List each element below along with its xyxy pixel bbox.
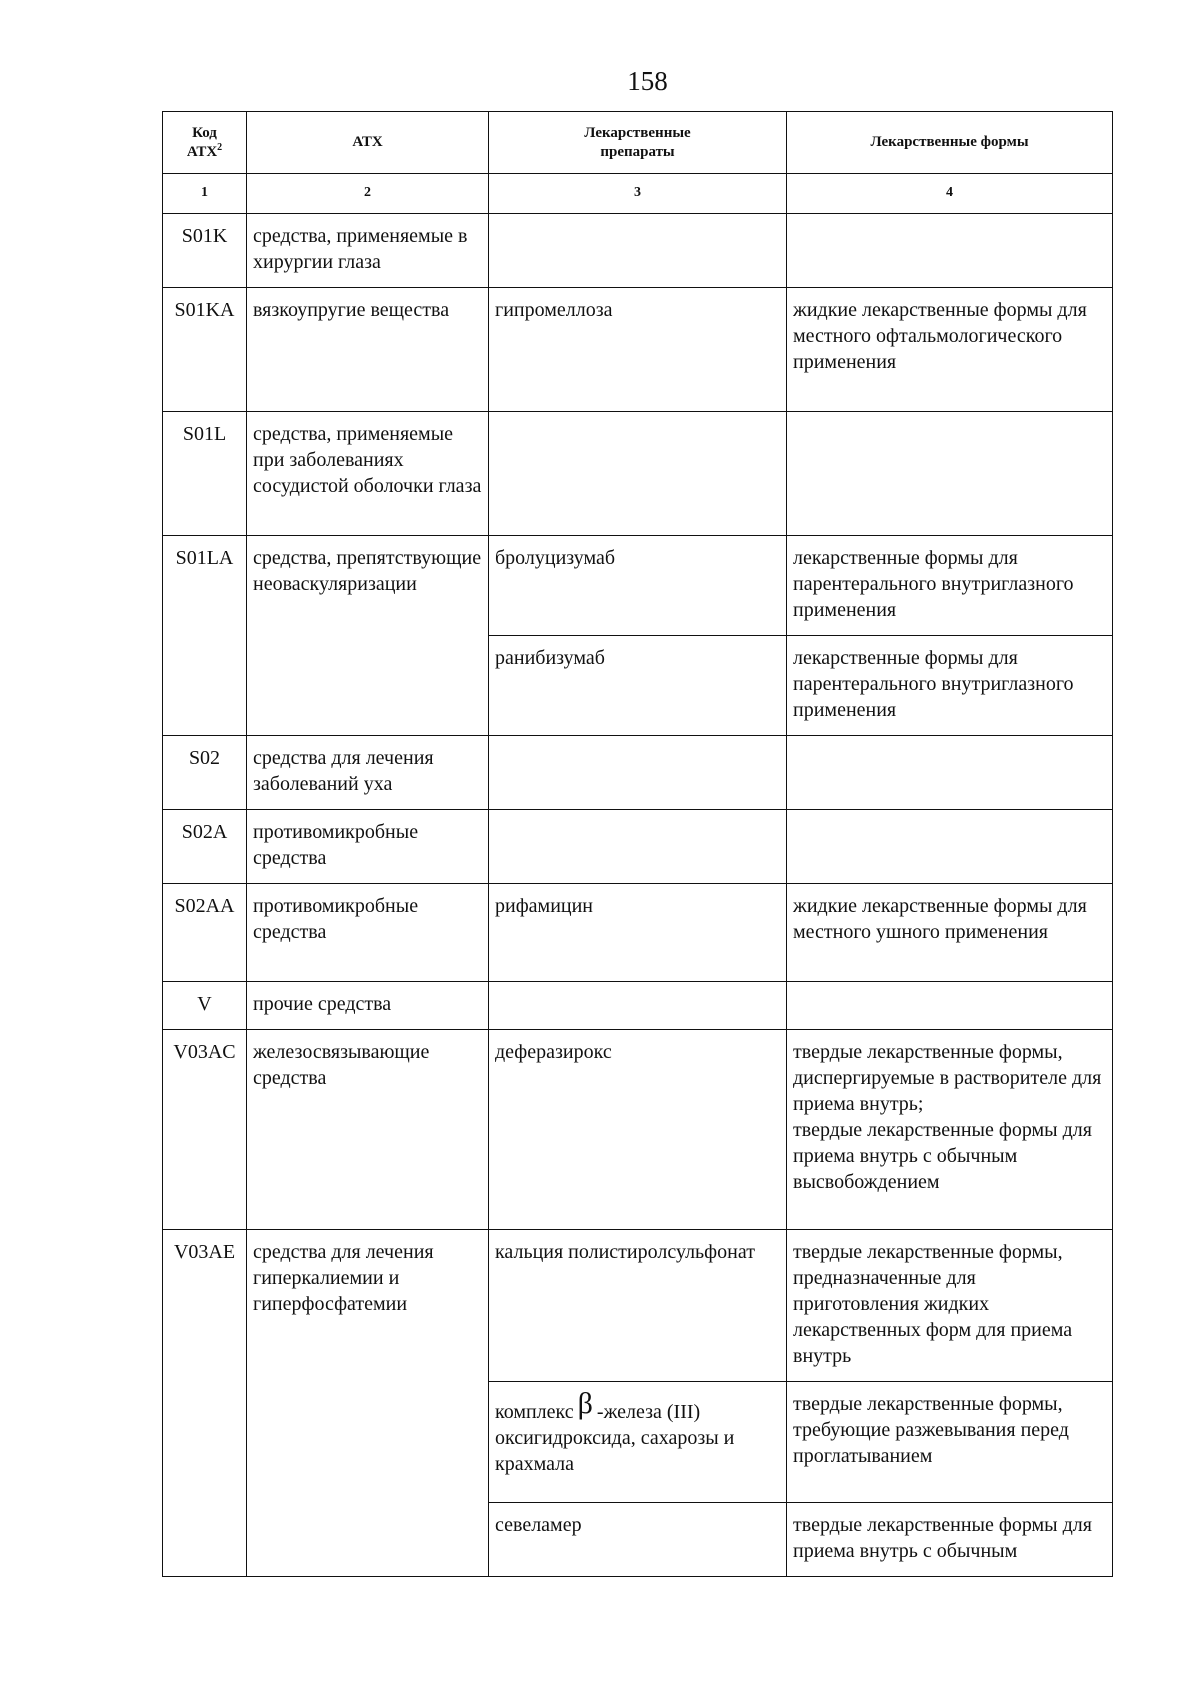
atx-name: средства для лечения гиперкалиемии и гиперфосфатемии — [247, 1230, 489, 1577]
atx-code: V03AC — [163, 1030, 247, 1230]
drug-name: ранибизумаб — [489, 636, 787, 736]
table-row — [163, 810, 1113, 884]
dosage-form: жидкие лекарственные формы для местного офтальмологического применения — [787, 288, 1113, 412]
drug-name — [489, 412, 787, 536]
atx-name: вязкоупругие вещества — [247, 288, 489, 412]
table-row — [163, 412, 1113, 536]
atx-name: железосвязывающие средства — [247, 1030, 489, 1230]
atx-code: S02A — [163, 810, 247, 884]
table-row — [163, 736, 1113, 810]
atx-code: V03AE — [163, 1230, 247, 1577]
dosage-form: твердые лекарственные формы, предназначенные для приготовления жидких лекарственных форм для приема внутрь — [787, 1230, 1113, 1382]
drug-name — [489, 982, 787, 1030]
drug-name: рифамицин — [489, 884, 787, 982]
dosage-form — [787, 412, 1113, 536]
dosage-form: твердые лекарственные формы, требующие разжевывания перед проглатыванием — [787, 1382, 1113, 1503]
atx-code: S01LA — [163, 536, 247, 736]
drug-name: комплекс β -железа (III) оксигидроксида, сахарозы и крахмала — [489, 1382, 787, 1503]
dosage-form: лекарственные формы для парентерального внутриглазного применения — [787, 636, 1113, 736]
atx-name: средства, применяемые при заболеваниях сосудистой оболочки глаза — [247, 412, 489, 536]
drug-name — [489, 736, 787, 810]
table-header-row — [163, 112, 1113, 174]
column-number: 1 — [163, 174, 247, 214]
header-drugs: Лекарственные препараты — [489, 112, 787, 174]
dosage-form — [787, 810, 1113, 884]
column-number-row — [163, 174, 1113, 214]
header-forms: Лекарственные формы — [787, 112, 1113, 174]
header-atx: АТХ — [247, 112, 489, 174]
atx-code: S01K — [163, 214, 247, 288]
table-row — [163, 288, 1113, 412]
atx-name: средства для лечения заболеваний уха — [247, 736, 489, 810]
dosage-form — [787, 1030, 1113, 1230]
column-number: 4 — [787, 174, 1113, 214]
atx-name: противомикробные средства — [247, 810, 489, 884]
dosage-form — [787, 982, 1113, 1030]
atx-name: прочие средства — [247, 982, 489, 1030]
drug-name: деферазирокс — [489, 1030, 787, 1230]
dosage-form — [787, 736, 1113, 810]
table-row — [163, 884, 1113, 982]
atx-code: S02 — [163, 736, 247, 810]
drug-name: гипромеллоза — [489, 288, 787, 412]
table-row — [163, 1230, 1113, 1382]
dosage-form-part: твердые лекарственные формы для приема внутрь с обычным высвобождением — [793, 1119, 1092, 1193]
atx-name: противомикробные средства — [247, 884, 489, 982]
table-row — [163, 982, 1113, 1030]
dosage-form: твердые лекарственные формы для приема внутрь с обычным — [787, 1503, 1113, 1577]
atx-code: V — [163, 982, 247, 1030]
table-row — [163, 1030, 1113, 1230]
column-number: 2 — [247, 174, 489, 214]
dosage-form-part: твердые лекарственные формы, диспергируемые в растворителе для приема внутрь; — [793, 1041, 1102, 1115]
beta-symbol: β — [577, 1387, 593, 1420]
drug-name: севеламер — [489, 1503, 787, 1577]
dosage-form: жидкие лекарственные формы для местного ушного применения — [787, 884, 1113, 982]
drug-name: кальция полистиролсульфонат — [489, 1230, 787, 1382]
atx-name: средства, применяемые в хирургии глаза — [247, 214, 489, 288]
atx-name: средства, препятствующие неоваскуляризации — [247, 536, 489, 736]
atx-drug-table — [162, 111, 1113, 1577]
dosage-form — [787, 214, 1113, 288]
dosage-form: лекарственные формы для парентерального внутриглазного применения — [787, 536, 1113, 636]
atx-code: S01KA — [163, 288, 247, 412]
atx-code: S02AA — [163, 884, 247, 982]
column-number: 3 — [489, 174, 787, 214]
header-code: Код АТХ$^2$ — [163, 112, 247, 174]
table-row — [163, 214, 1113, 288]
table-row — [163, 536, 1113, 636]
drug-name — [489, 214, 787, 288]
atx-code: S01L — [163, 412, 247, 536]
page-number: 158 — [627, 66, 668, 96]
drug-name: бролуцизумаб — [489, 536, 787, 636]
drug-name — [489, 810, 787, 884]
